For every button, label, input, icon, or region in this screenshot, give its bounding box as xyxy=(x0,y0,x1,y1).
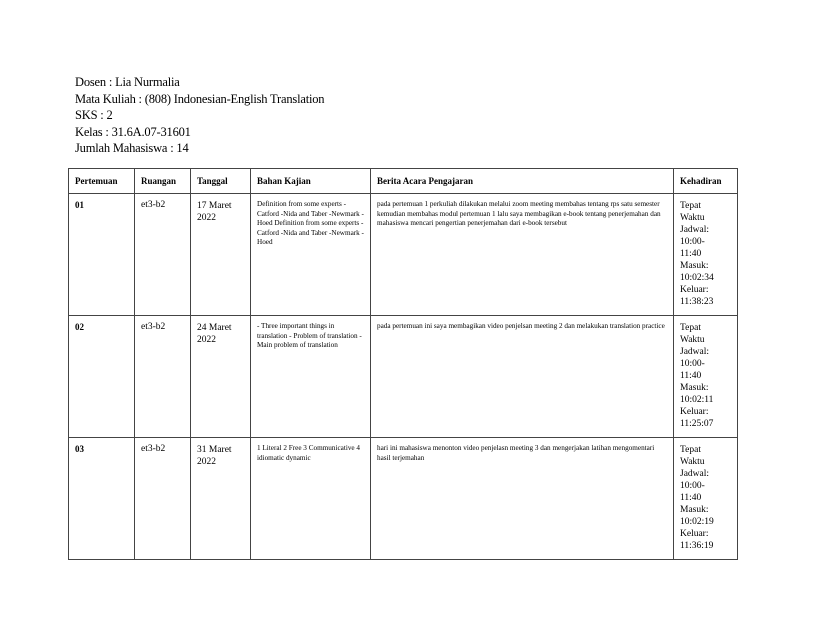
credits-line: SKS : 2 xyxy=(75,108,113,122)
room: et3-b2 xyxy=(135,194,191,316)
attendance-line: Jadwal: xyxy=(680,347,710,357)
attendance-line: 11:40 xyxy=(680,493,702,503)
column-header-kehadiran: Kehadiran xyxy=(674,169,738,194)
date: 24 Maret 2022 xyxy=(191,316,251,438)
study-material: 1 Literal 2 Free 3 Communicative 4 idiomatic dynamic xyxy=(251,438,371,560)
attendance-line: Tepat xyxy=(680,201,701,211)
column-header-pertemuan: Pertemuan xyxy=(69,169,135,194)
meeting-number: 02 xyxy=(69,316,135,438)
attendance-line: 11:40 xyxy=(680,371,702,381)
date: 17 Maret 2022 xyxy=(191,194,251,316)
table-header-row xyxy=(69,169,738,194)
attendance xyxy=(674,316,738,438)
attendance-line: Waktu xyxy=(680,457,705,467)
study-material: Definition from some experts -Catford -Nida and Taber -Newmark -Hoed Definition from some experts -Catford -Nida and Taber -Newmark -Hoed xyxy=(251,194,371,316)
attendance-line: Tepat xyxy=(680,445,701,455)
attendance-line: Keluar: xyxy=(680,285,709,295)
teaching-report: hari ini mahasiswa menonton video penjelasn meeting 3 dan mengerjakan latihan mengomentari hasil terjemahan xyxy=(371,438,674,560)
student-count-line: Jumlah Mahasiswa : 14 xyxy=(75,141,189,155)
meeting-number: 01 xyxy=(69,194,135,316)
attendance xyxy=(674,438,738,560)
attendance-line: 10:00- xyxy=(680,359,705,369)
attendance-line: 11:25:07 xyxy=(680,419,714,429)
column-header-tanggal: Tanggal xyxy=(191,169,251,194)
attendance-line: 10:00- xyxy=(680,237,705,247)
table-row xyxy=(69,194,738,316)
teaching-report: pada pertemuan ini saya membagikan video penjelsan meeting 2 dan melakukan translation practice xyxy=(371,316,674,438)
attendance-line: 10:02:19 xyxy=(680,517,714,527)
column-header-bahan-kajian: Bahan Kajian xyxy=(251,169,371,194)
room: et3-b2 xyxy=(135,316,191,438)
attendance-line: Jadwal: xyxy=(680,225,710,235)
teaching-report: pada pertemuan 1 perkuliah dilakukan melalui zoom meeting membahas tentang rps satu semester kemudian membahas modul pertemuan 1 lalu saya membagikan e-book tentang penerjemahan dan mahasiswa mencari pengertian penerjemahan dari e-book tersebut xyxy=(371,194,674,316)
document-header xyxy=(75,74,324,157)
study-material: - Three important things in translation - Problem of translation - Main problem of translation xyxy=(251,316,371,438)
attendance-line: 10:02:34 xyxy=(680,273,714,283)
attendance-line: Tepat xyxy=(680,323,701,333)
course-line: Mata Kuliah : (808) Indonesian-English Translation xyxy=(75,91,325,106)
attendance-line: 11:36:19 xyxy=(680,541,714,551)
class-line: Kelas : 31.6A.07-31601 xyxy=(75,124,191,139)
attendance-line: 11:38:23 xyxy=(680,297,714,307)
attendance-line: Waktu xyxy=(680,213,705,223)
room: et3-b2 xyxy=(135,438,191,560)
lecturer-line: Dosen : Lia Nurmalia xyxy=(75,75,180,89)
attendance-line: 10:00- xyxy=(680,481,705,491)
date: 31 Maret 2022 xyxy=(191,438,251,560)
attendance-line: 11:40 xyxy=(680,249,702,259)
column-header-ruangan: Ruangan xyxy=(135,169,191,194)
attendance-line: Keluar: xyxy=(680,529,709,539)
column-header-berita-acara: Berita Acara Pengajaran xyxy=(371,169,674,194)
attendance-line: Waktu xyxy=(680,335,705,345)
attendance-line: Keluar: xyxy=(680,407,709,417)
attendance-line: Masuk: xyxy=(680,383,709,393)
attendance-line: 10:02:11 xyxy=(680,395,714,405)
table-row xyxy=(69,316,738,438)
attendance-line: Jadwal: xyxy=(680,469,710,479)
table-row xyxy=(69,438,738,560)
attendance xyxy=(674,194,738,316)
attendance-line: Masuk: xyxy=(680,261,709,271)
attendance-line: Masuk: xyxy=(680,505,709,515)
meeting-number: 03 xyxy=(69,438,135,560)
teaching-log-table xyxy=(68,168,738,560)
